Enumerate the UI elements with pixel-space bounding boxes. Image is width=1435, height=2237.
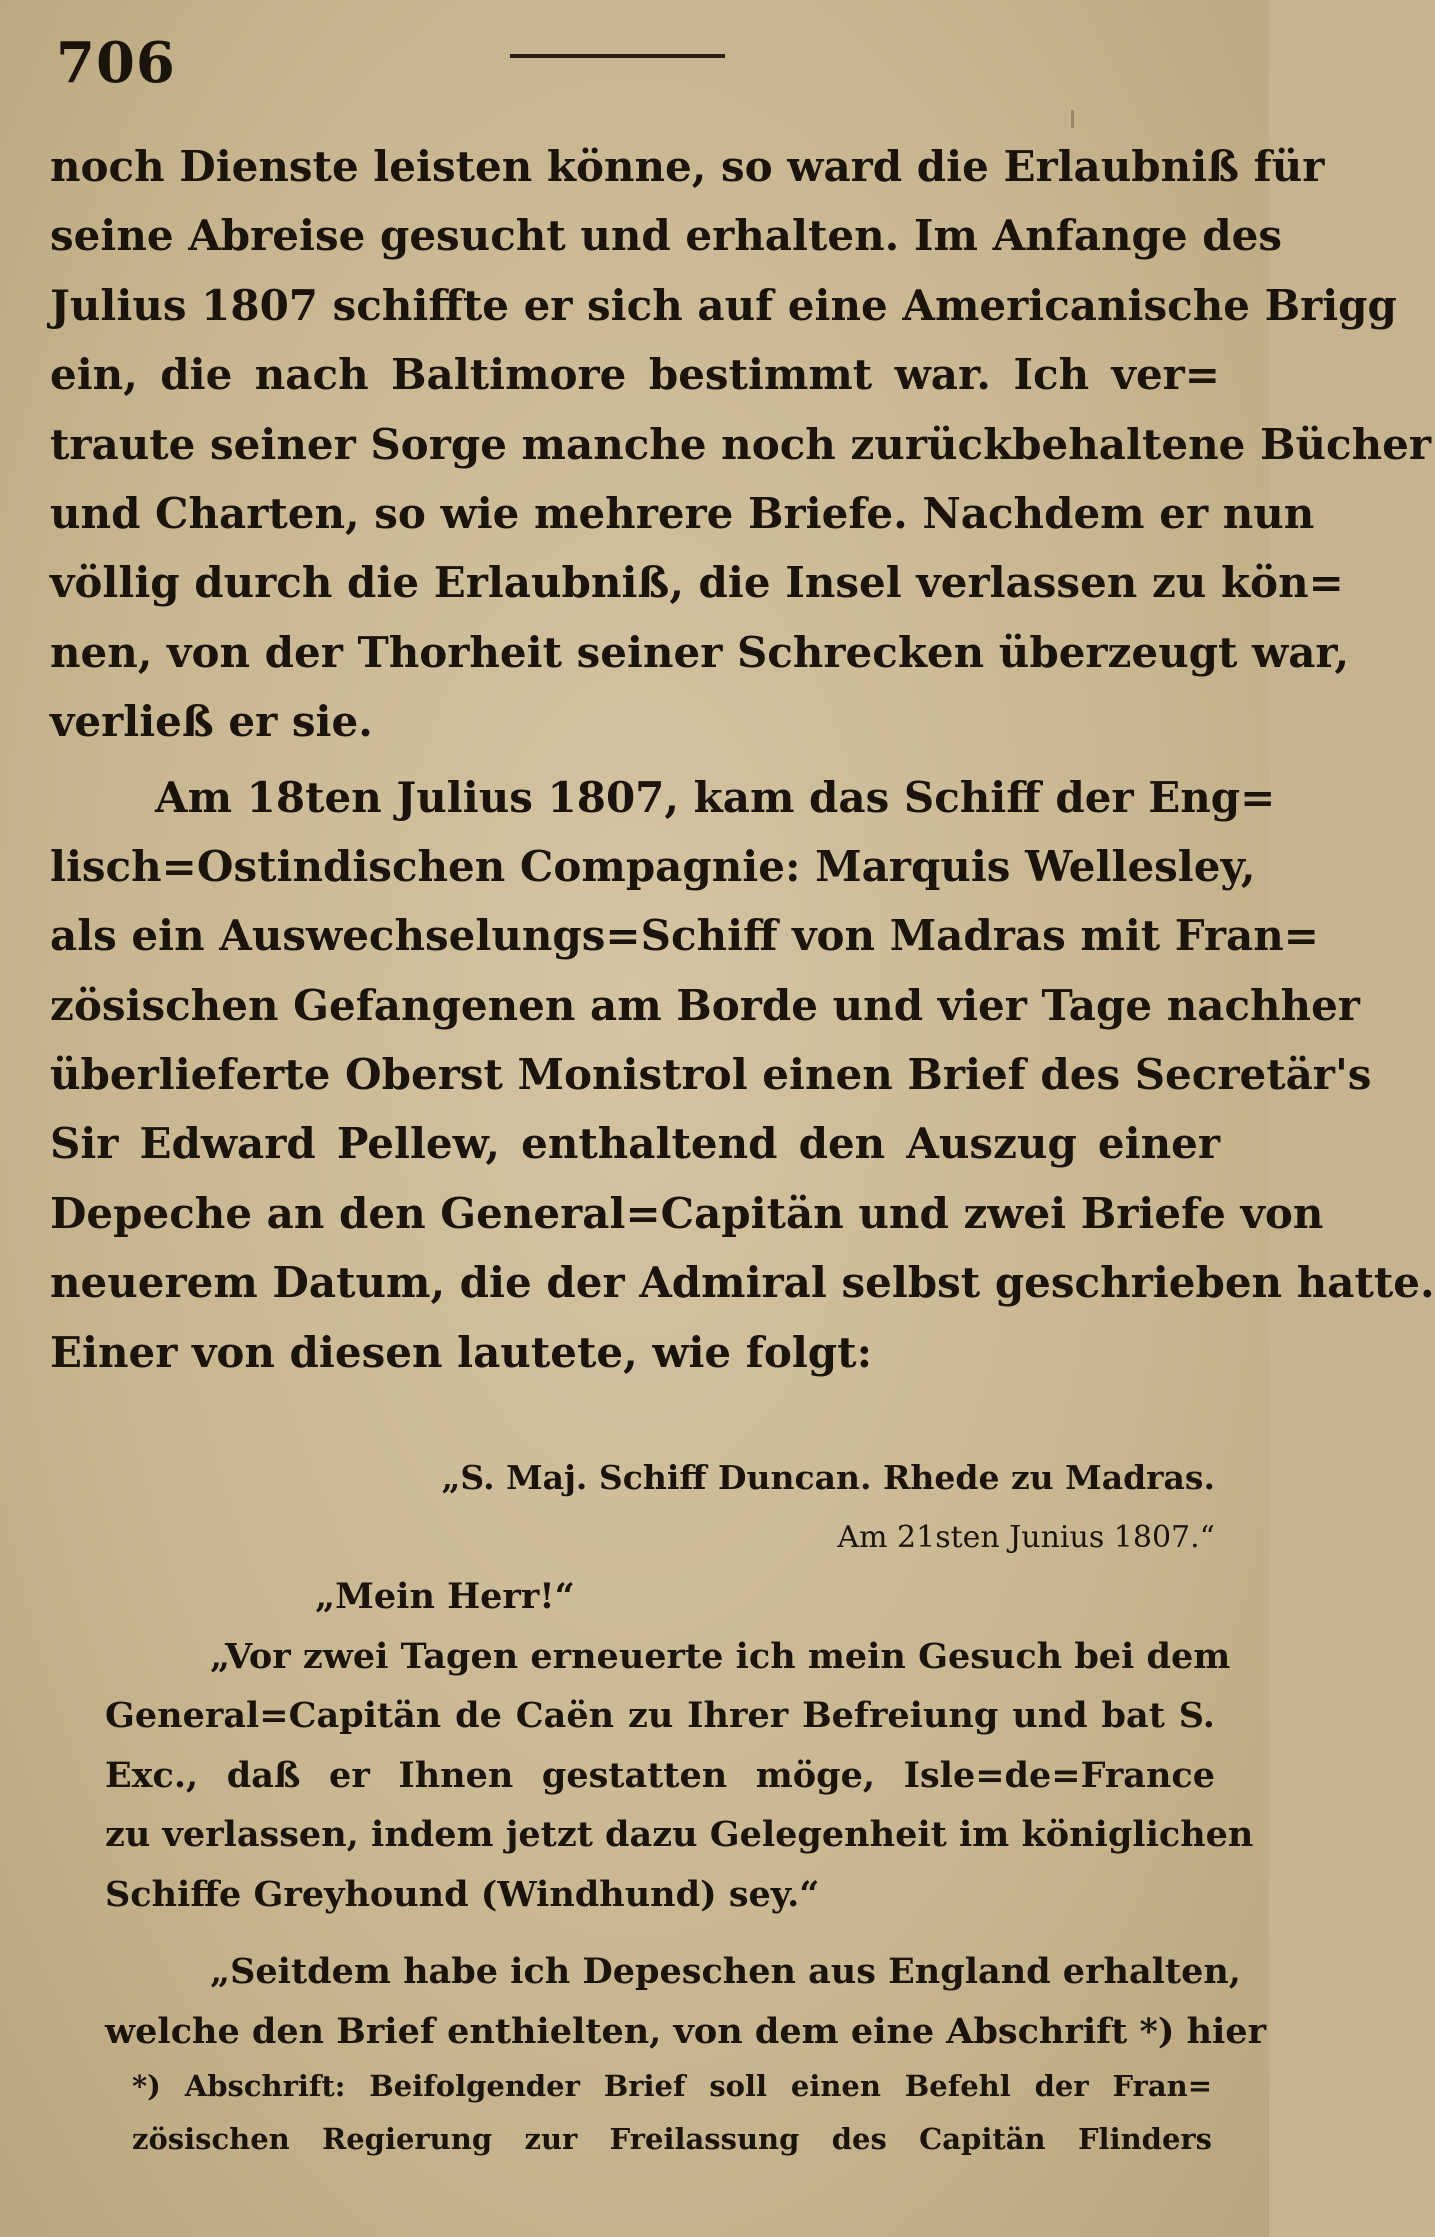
body-line: Sir Edward Pellew, enthaltend den Auszug einer — [50, 1119, 1220, 1169]
body-line: als ein Auswechselungs=Schiff von Madras mit Fran= — [50, 911, 1319, 961]
body-line: lisch=Ostindischen Compagnie: Marquis Wellesley, — [50, 841, 1256, 891]
body-line: Julius 1807 schiffte er sich auf eine Americanische Brigg — [50, 280, 1397, 330]
letter-line: „Seitdem habe ich Depeschen aus England erhalten, — [210, 1951, 1241, 1992]
body-line: Am 18ten Julius 1807, kam das Schiff der Eng= — [155, 772, 1276, 822]
letter-line: General=Capitän de Caën zu Ihrer Befreiung und bat S. — [105, 1695, 1215, 1736]
body-line: neuerem Datum, die der Admiral selbst geschrieben hatte. — [50, 1258, 1435, 1308]
body-line: völlig durch die Erlaubniß, die Insel verlassen zu kön= — [50, 558, 1344, 608]
letter-line: Schiffe Greyhound (Windhund) sey.“ — [105, 1873, 820, 1915]
body-line: Einer von diesen lautete, wie folgt: — [50, 1327, 873, 1377]
letter-header-date: Am 21sten Junius 1807.“ — [837, 1519, 1215, 1555]
page-number: 706 — [56, 30, 176, 96]
body-line: traute seiner Sorge manche noch zurückbehaltene Bücher — [50, 419, 1431, 469]
body-line: noch Dienste leisten könne, so ward die Erlaubniß für — [50, 142, 1325, 191]
body-line: Depeche an den General=Capitän und zwei Briefe von — [50, 1188, 1324, 1238]
body-line: seine Abreise gesucht und erhalten. Im Anfange des — [50, 211, 1282, 261]
footnote-line: zösischen Regierung zur Freilassung des Capitän Flinders — [132, 2122, 1212, 2156]
body-line: und Charten, so wie mehrere Briefe. Nachdem er nun — [50, 488, 1315, 538]
body-line: überlieferte Oberst Monistrol einen Brief des Secretär's — [50, 1050, 1372, 1100]
letter-line: welche den Brief enthielten, von dem eine Abschrift *) hier — [105, 2010, 1267, 2052]
header-rule — [510, 54, 725, 58]
footnote-line: *) Abschrift: Beifolgender Brief soll einen Befehl der Fran= — [132, 2069, 1212, 2103]
quoted-letter — [105, 1448, 1267, 2061]
letter-header-place: „S. Maj. Schiff Duncan. Rhede zu Madras. — [441, 1458, 1215, 1497]
body-text — [50, 132, 1435, 1387]
letter-line: „Vor zwei Tagen erneuerte ich mein Gesuch bei dem — [210, 1635, 1231, 1677]
body-line: ein, die nach Baltimore bestimmt war. Ich ver= — [50, 350, 1220, 400]
body-line: nen, von der Thorheit seiner Schrecken überzeugt war, — [50, 627, 1350, 677]
footnote — [132, 2060, 1212, 2166]
paragraph-gap — [105, 1924, 1215, 1942]
letter-line: zu verlassen, indem jetzt dazu Gelegenheit im königlichen — [105, 1814, 1254, 1855]
body-line: verließ er sie. — [50, 697, 373, 747]
print-mark — [1071, 110, 1074, 128]
letter-line: Exc., daß er Ihnen gestatten möge, Isle=de=France — [105, 1754, 1215, 1796]
letter-salutation: „Mein Herr!“ — [315, 1576, 575, 1617]
body-line: zösischen Gefangenen am Borde und vier Tage nachher — [50, 980, 1360, 1030]
